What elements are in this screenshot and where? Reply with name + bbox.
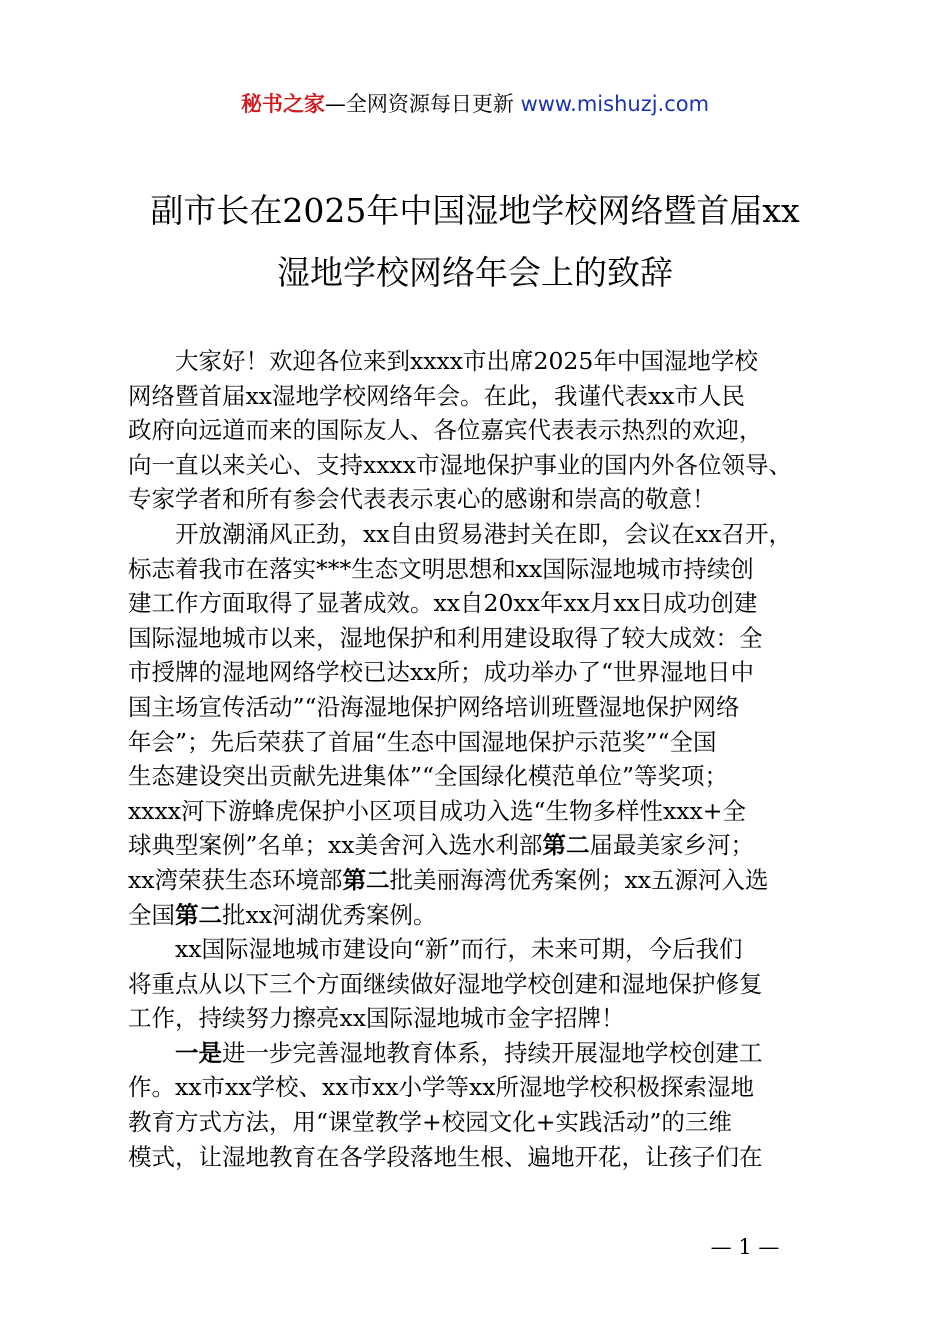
text-line: 市授牌的湿地网络学校已达xx所；成功举办了“世界湿地日中: [128, 658, 755, 687]
site-header: [0, 88, 950, 120]
text-line: 将重点从以下三个方面继续做好湿地学校创建和湿地保护修复: [128, 969, 763, 998]
text-line: xx国际湿地城市建设向“新”而行，未来可期，今后我们: [175, 935, 743, 964]
text-line: 建工作方面取得了显著成效。xx自20xx年xx月xx日成功创建: [128, 589, 758, 618]
text-line: 标志着我市在落实***生态文明思想和xx国际湿地城市持续创: [128, 554, 754, 583]
text-line: xxxx河下游蜂虎保护小区项目成功入选“生物多样性xxx+全: [128, 796, 746, 825]
document-body: [128, 344, 838, 1174]
text-line: 专家学者和所有参会代表表示衷心的感谢和崇高的敬意！: [128, 485, 716, 514]
text-segment: xx湾荣获生态环境部: [128, 865, 343, 894]
title-line-1: 副市长在2025年中国湿地学校网络暨首届xx: [150, 191, 800, 230]
text-line: 大家好！欢迎各位来到xxxx市出席2025年中国湿地学校: [175, 347, 758, 375]
paragraph-3: [128, 932, 838, 1036]
text-line: 工作，持续努力擦亮xx国际湿地城市金字招牌！: [128, 1004, 625, 1033]
document-title: [110, 180, 840, 304]
text-line: 国主场宣传活动”“沿海湿地保护网络培训班暨湿地保护网络: [128, 692, 740, 721]
paragraph-4: [128, 1036, 838, 1174]
page-number: — 1 —: [710, 1235, 780, 1259]
bold-text: 第二: [342, 865, 390, 894]
paragraph-1: [128, 344, 838, 517]
site-url-link[interactable]: www.mishuzj.com: [520, 92, 710, 116]
text-line: [128, 863, 838, 898]
text-segment: 球典型案例”名单；xx美舍河入选水利部: [128, 831, 543, 860]
text-line: 作。xx市xx学校、xx市xx小学等xx所湿地学校积极探索湿地: [128, 1073, 755, 1102]
bold-text: 一是: [175, 1038, 222, 1067]
text-segment: 批xx河湖优秀案例。: [222, 900, 437, 929]
text-line: 网络暨首届xx湿地学校网络年会。在此，我谨代表xx市人民: [128, 381, 746, 410]
text-line: 政府向远道而来的国际友人、各位嘉宾代表表示热烈的欢迎，: [128, 416, 763, 445]
text-segment: 全国: [128, 900, 175, 929]
text-line: 生态建设突出贡献先进集体”“全国绿化模范单位”等奖项；: [128, 762, 729, 791]
bold-text: 第二: [542, 831, 590, 860]
text-line: 年会”；先后荣获了首届“生态中国湿地保护示范奖”“全国: [128, 727, 717, 756]
text-segment: 届最美家乡河；: [589, 831, 755, 860]
bold-text: 第二: [175, 900, 222, 929]
text-segment: 进一步完善湿地教育体系，持续开展湿地学校创建工: [222, 1038, 763, 1067]
text-line: [128, 898, 838, 933]
text-line: [128, 1036, 838, 1071]
text-line: 模式，让湿地教育在各学段落地生根、遍地开花，让孩子们在: [128, 1142, 763, 1171]
text-line: 教育方式方法，用“课堂教学+校园文化+实践活动”的三维: [128, 1108, 732, 1137]
title-line-2: 湿地学校网络年会上的致辞: [277, 253, 673, 292]
text-line: 国际湿地城市以来，湿地保护和利用建设取得了较大成效：全: [128, 623, 763, 652]
site-tagline: —全网资源每日更新: [324, 92, 521, 116]
paragraph-2: [128, 517, 838, 932]
text-line: [128, 828, 838, 863]
text-line: 向一直以来关心、支持xxxx市湿地保护事业的国内外各位领导、: [128, 450, 793, 479]
site-brand: 秘书之家: [240, 92, 325, 116]
text-segment: 批美丽海湾优秀案例；xx五源河入选: [389, 865, 769, 894]
text-line: 开放潮涌风正劲，xx自由贸易港封关在即，会议在xx召开，: [175, 519, 793, 548]
